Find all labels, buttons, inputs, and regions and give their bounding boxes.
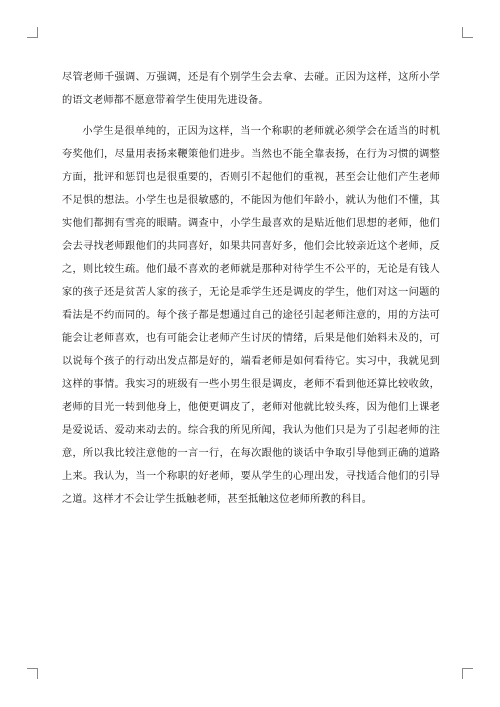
crop-mark-bottom-right: [462, 668, 473, 679]
paragraph-2: 小学生是很单纯的，正因为这样，当一个称职的老师就必须学会在适当的时机夸奖他们，尽量用表扬来鞭策他们进步。当然也不能全靠表扬，在行为习惯的调整方面，批评和惩罚也是很重要的，否则引不起他们的重视，甚至会让他们产生老师不足惧的想法。小学生也是很敏感的，不能因为他们年龄小，就认为他们不懂，其实他们都拥有雪亮的眼睛。调查中，小学生最喜欢的是贴近他们思想的老师，他们会去寻找老师跟他们的共同喜好，如果共同喜好多，他们会比较亲近这个老师，反之，则比较生疏。他们最不喜欢的老师就是那种对待学生不公平的，无论是有钱人家的孩子还是贫苦人家的孩子，无论是乖学生还是调皮的学生，他们对这一问题的看法是不约而同的。每个孩子都是想通过自己的途径引起老师注意的，用的方法可能会让老师喜欢，也有可能会让老师产生讨厌的情绪，后果是他们始料未及的，可以说每个孩子的行动出发点都是好的，端看老师是如何看待它。实习中，我就见到这样的事情。我实习的班级有一些小男生很是调皮，老师不看到他还算比较收敛，老师的目光一转到他身上，他便更调皮了，老师对他就比较头疼，因为他们上课老是爱说话、爱动来动去的。综合我的所见所闻，我认为他们只是为了引起老师的注意，所以我比较注意他的一言一行，在每次跟他的谈话中争取引导他到正确的道路上来。我认为，当一个称职的好老师，要从学生的心理出发，寻找适合他们的引导之道。这样才不会让学生抵触老师，甚至抵触这位老师所教的科目。: [62, 126, 440, 505]
document-body: [62, 66, 440, 511]
paragraph-1: 尽管老师千强调、万强调，还是有个别学生会去拿、去碰。正因为这样，这所小学的语文老师都不愿意带着学生使用先进设备。: [62, 72, 440, 106]
crop-mark-top-left: [27, 27, 38, 38]
crop-mark-bottom-left: [27, 668, 38, 679]
crop-mark-top-right: [462, 27, 473, 38]
